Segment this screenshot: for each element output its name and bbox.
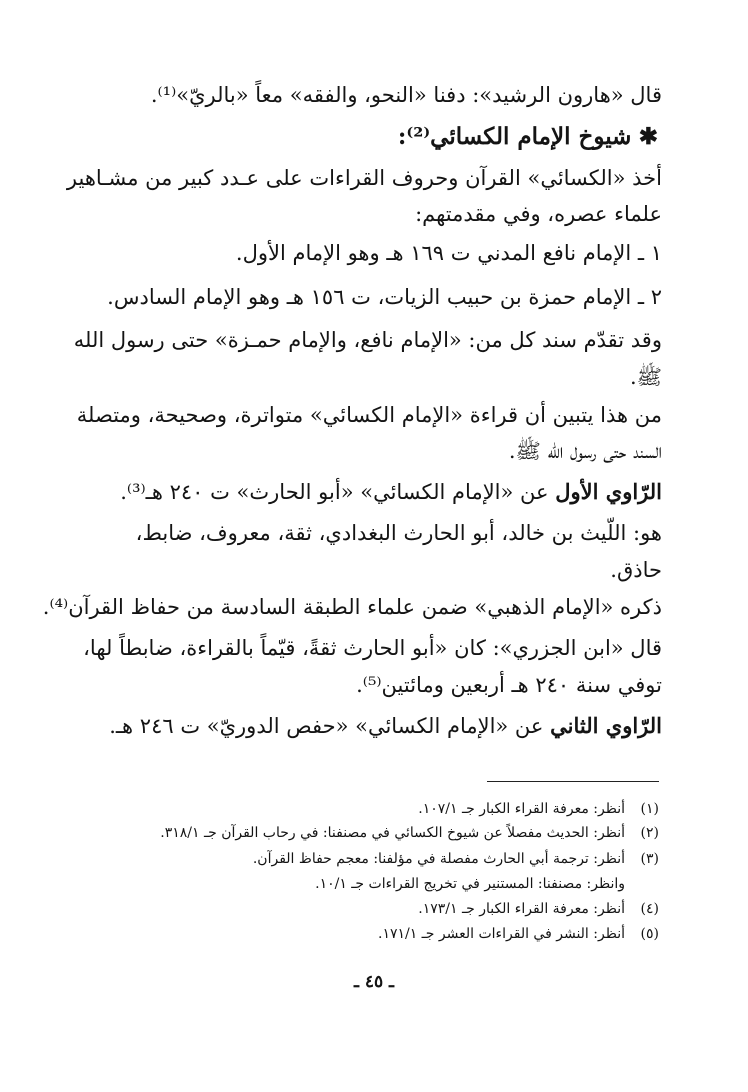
text-line: وقد تقدّم سند كل من: «الإمام نافع، والإمام حمـزة» حتى رسول الله bbox=[73, 328, 662, 352]
text-line: توفي سنة ٢٤٠ هـ أربعين ومائتين⁽⁵⁾. bbox=[356, 673, 662, 697]
text-line: من هذا يتبين أن قراءة «الإمام الكسائي» متواترة، وصحيحة، ومتصلة bbox=[76, 403, 662, 427]
text-line: قال «هارون الرشيد»: دفنا «النحو، والفقه» معاً «بالريّ»⁽¹⁾. bbox=[150, 83, 662, 107]
list-item: ٢ ـ الإمام حمزة بن حبيب الزيات، ت ١٥٦ هـ وهو الإمام السادس. bbox=[107, 285, 662, 309]
footnote bbox=[418, 798, 659, 820]
narrator-heading bbox=[109, 711, 662, 741]
footnote-number: (٥) bbox=[640, 926, 659, 942]
footnote bbox=[160, 822, 659, 844]
section-heading bbox=[398, 122, 658, 152]
footnote-number: (٣) bbox=[640, 851, 659, 867]
text-line: أخذ «الكسائي» القرآن وحروف القراءات على عـدد كبير من مشـاهير bbox=[66, 166, 662, 190]
footnote bbox=[315, 873, 659, 895]
text-line: علماء عصره، وفي مقدمتهم: bbox=[415, 202, 662, 226]
text-line: قال «ابن الجزري»: كان «أبو الحارث ثقةً، قيّماً بالقراءة، ضابطاً لها، bbox=[83, 636, 662, 660]
footnote-text: أنظر: النشر في القراءات العشر جـ ١٧١/١. bbox=[377, 926, 625, 942]
footnote-number: (٤) bbox=[640, 901, 659, 917]
text-line: حاذق. bbox=[610, 558, 662, 582]
footnote-text: أنظر: معرفة القراء الكبار جـ ١٠٧/١. bbox=[418, 801, 625, 817]
footnote-text: وانظر: مصنفنا: المستنير في تخريج القراءات جـ ١٠/١. bbox=[315, 876, 625, 892]
footnote bbox=[253, 848, 659, 870]
footnote-text: أنظر: معرفة القراء الكبار جـ ١٧٣/١. bbox=[418, 901, 625, 917]
text-line: ﷺ. bbox=[629, 365, 662, 389]
footnote-separator bbox=[487, 781, 659, 782]
narrator-label: الرّاوي الأول bbox=[555, 479, 662, 504]
footnote bbox=[378, 923, 659, 945]
text-line: ذكره «الإمام الذهبي» ضمن علماء الطبقة السادسة من حفاظ القرآن⁽⁴⁾. bbox=[42, 595, 662, 619]
text-line: السند حتى رسول الله ﷺ. bbox=[508, 439, 662, 463]
text-line: هو: اللّيث بن خالد، أبو الحارث البغدادي، ثقة، معروف، ضابط، bbox=[135, 521, 662, 545]
footnote-text: أنظر: ترجمة أبي الحارث مفصلة في مؤلفنا: معجم حفاظ القرآن. bbox=[252, 851, 625, 867]
list-item: ١ ـ الإمام نافع المدني ت ١٦٩ هـ وهو الإمام الأول. bbox=[235, 241, 662, 265]
footnote bbox=[418, 898, 659, 920]
footnote-number: (٢) bbox=[640, 825, 659, 841]
narrator-heading bbox=[120, 477, 662, 507]
footnote-number: (١) bbox=[640, 801, 659, 817]
page-number: ـ ٤٥ ـ bbox=[353, 972, 395, 992]
narrator-text: عن «الإمام الكسائي» «حفص الدوريّ» ت ٢٤٦ هـ. bbox=[109, 714, 551, 738]
asterisk-bullet-icon: ✱ bbox=[638, 123, 658, 150]
footnote-text: أنظر: الحديث مفصلاً عن شيوخ الكسائي في مصنفنا: في رحاب القرآن جـ ٣١٨/١. bbox=[160, 825, 625, 841]
narrator-label: الرّاوي الثاني bbox=[550, 713, 662, 738]
heading-text: شيوخ الإمام الكسائي⁽²⁾: bbox=[397, 123, 632, 150]
narrator-text: عن «الإمام الكسائي» «أبو الحارث» ت ٢٤٠ هـ⁽³⁾. bbox=[120, 480, 556, 504]
